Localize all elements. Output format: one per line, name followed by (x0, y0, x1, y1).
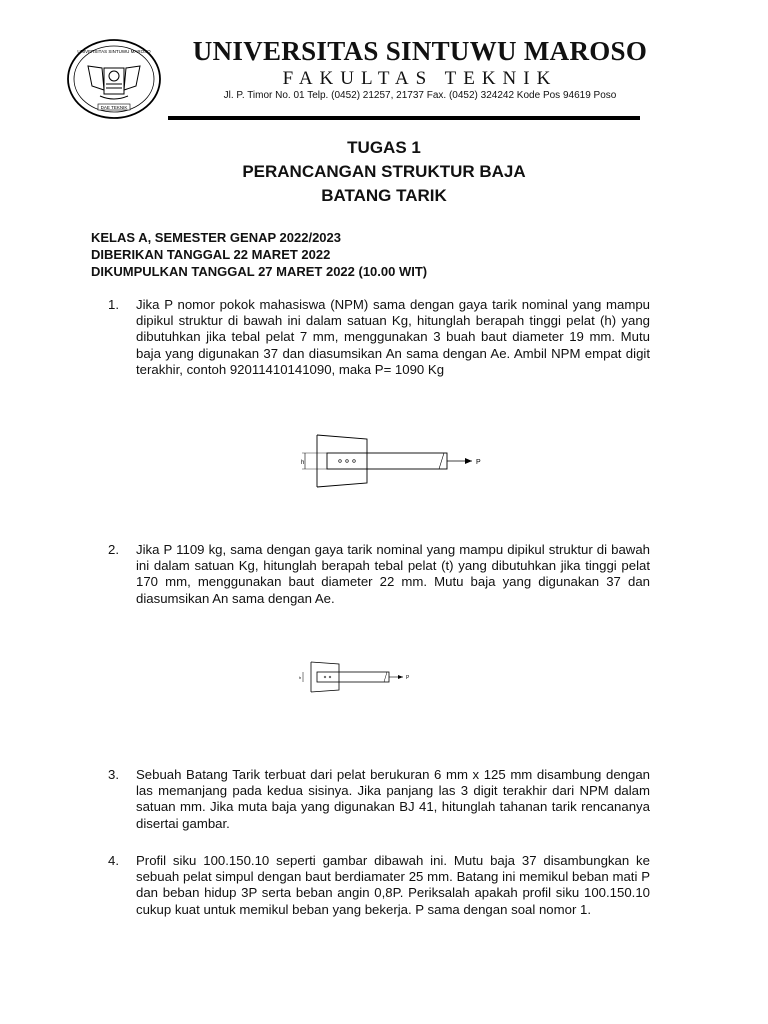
question-4 (108, 853, 650, 918)
question-3 (108, 767, 650, 832)
header-divider (168, 116, 640, 120)
university-name: UNIVERSITAS SINTUWU MAROSO (192, 36, 648, 66)
svg-text:P: P (406, 675, 410, 681)
question-text: Jika P 1109 kg, sama dengan gaya tarik nominal yang mampu dipikul struktur di bawah ini dalam satuan Kg, hitunglah berapah tebal pelat (t) yang dibutuhkan jika tinggi pelat 170 mm, menggunakan baut diameter 22 mm. Mutu baja yang digunakan 37 dan diasumsikan An sama dengan Ae. (136, 542, 650, 606)
question-text: Jika P nomor pokok mahasiswa (NPM) sama dengan gaya tarik nominal yang mampu dipikul struktur di bawah ini dalam satuan Kg, hitunglah berapah tinggi pelat (h) yang dibutuhkan jika tebal pelat 7 mm, menggunakan 3 buah baut diameter 19 mm. Mutu baja yang digunakan 37 dan diasumsikan An sama dengan Ae. Ambil NPM empat digit terakhir, contoh 92011410141090, maka P= 1090 Kg (136, 297, 650, 377)
topic-title: BATANG TARIK (321, 186, 447, 205)
tension-member-figure-1 (297, 434, 497, 488)
svg-text:P: P (476, 459, 481, 466)
question-number: 1. (108, 297, 119, 312)
faculty-name: FAKULTAS TEKNIK (282, 68, 558, 89)
university-logo (66, 38, 162, 120)
question-2 (108, 542, 650, 607)
question-text: Sebuah Batang Tarik terbuat dari pelat berukuran 6 mm x 125 mm disambung dengan las memanjang pada kedua sisinya. Jika panjang las 3 digit terakhir dari NPM dalam satuan mm. Jika muta baja yang digunakan BJ 41, hitunglah tahanan tarik rencananya disertai gambar. (136, 767, 650, 831)
question-number: 4. (108, 853, 119, 868)
svg-text:h: h (299, 675, 302, 680)
tension-member-figure-2 (297, 661, 417, 693)
question-number: 2. (108, 542, 119, 557)
question-text: Profil siku 100.150.10 seperti gambar dibawah ini. Mutu baja 37 disambungkan ke sebuah pelat simpul dengan baut berdiamater 25 mm. Batang ini memikul beban mati P dan beban hidup 3P serta beban angin 0,8P. Periksalah apakah profil siku 100.150.10 cukup kuat untuk memikul beban yang bekerja. P sama dengan soal nomor 1. (136, 853, 650, 917)
question-number: 3. (108, 767, 119, 782)
course-title: PERANCANGAN STRUKTUR BAJA (242, 162, 526, 181)
date-due: DIKUMPULKAN TANGGAL 27 MARET 2022 (10.00 WIT) (91, 264, 428, 279)
date-given: DIBERIKAN TANGGAL 22 MARET 2022 (91, 247, 331, 262)
class-semester: KELAS A, SEMESTER GENAP 2022/2023 (91, 230, 341, 245)
address-line: Jl. P. Timor No. 01 Telp. (0452) 21257, 21737 Fax. (0452) 324242 Kode Pos 94619 Poso (223, 90, 617, 101)
svg-text:h: h (301, 460, 305, 466)
svg-text:UNIVERSITAS SINTUWU MAROSO: UNIVERSITAS SINTUWU MAROSO (77, 49, 151, 54)
assignment-title: TUGAS 1 (347, 138, 421, 157)
question-1 (108, 297, 650, 378)
svg-text:DAE TEKNIK: DAE TEKNIK (100, 105, 128, 110)
